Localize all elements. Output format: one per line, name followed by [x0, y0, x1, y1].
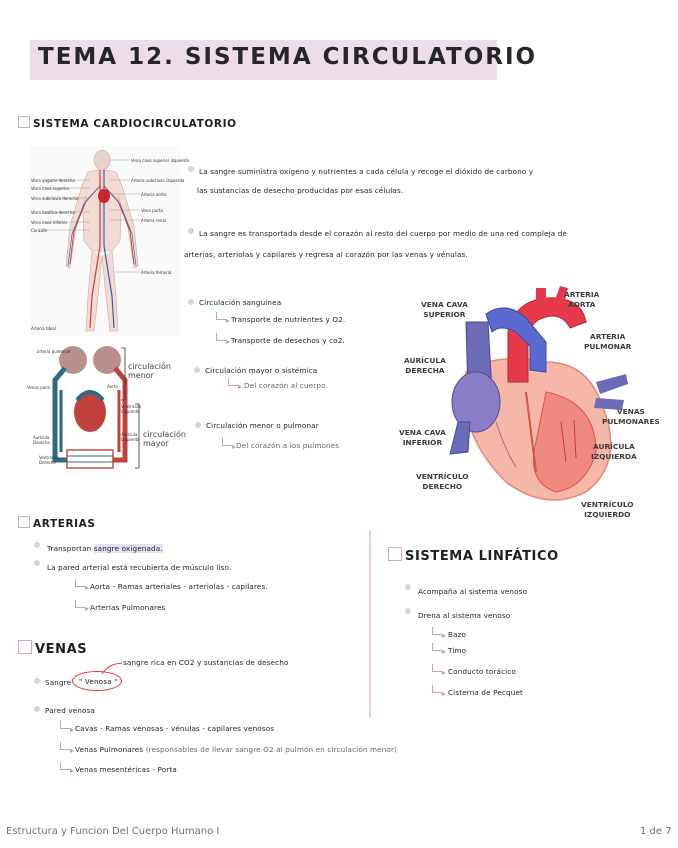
circ-menor-sub: Del corazón a los pulmones — [236, 441, 340, 450]
arrow-icon — [216, 333, 227, 341]
body-label: Vena subclavia derecha — [31, 196, 79, 201]
arrow-icon — [228, 378, 239, 386]
body-label: Corazón — [31, 228, 48, 233]
loop-label: Ventrículo Izquierdo — [121, 404, 142, 414]
loop-label: Venas pulm. — [27, 385, 52, 390]
circ-mayor: Circulación mayor o sistémica — [205, 366, 318, 375]
linfatico-item: Timo — [448, 646, 467, 655]
heart-label-auricula-izquierda: AURÍCULA IZQUIERDA — [591, 442, 637, 461]
linfatico-b1: Acompaña al sistema venoso — [418, 587, 528, 596]
heart-label-ventriculo-derecho: VENTRÍCULO DERECHO — [416, 472, 469, 491]
arterias-s1: Aorta - Ramas arteriales - arteriolas - capilares. — [90, 582, 268, 591]
section-label: SISTEMA CARDIOCIRCULATORIO — [33, 118, 237, 130]
section-header-arterias — [18, 516, 96, 530]
text-note: (responsables de llevar sangre O2 al pulmón en circulación menor) — [145, 745, 398, 754]
bullet-dot — [34, 678, 40, 684]
arrow-icon — [432, 643, 443, 651]
body-label: Arteria aorta — [141, 192, 167, 197]
body-label: Arteria subclavia izquierda — [131, 178, 185, 183]
venas-s2 — [75, 745, 397, 754]
circ-sub2: Transporte de desechos y co2. — [231, 336, 345, 345]
venas-b2: Pared venosa — [45, 706, 96, 715]
linfatico-item: Bazo — [448, 630, 467, 639]
intro-p1-line1: La sangre suministra oxígeno y nutrientes a cada célula y recoge el dióxido de carbono y — [199, 167, 534, 176]
circ-sub1: Transporte de nutrientes y O2. — [231, 315, 346, 324]
heart-diagram — [396, 282, 658, 520]
heart-label-auricula-derecha: AURÍCULA DERECHA — [404, 356, 446, 375]
venas-b1-circled: " Venosa " — [79, 677, 118, 686]
footer-page-number: 1 de 7 — [640, 826, 672, 837]
checkbox-icon — [18, 516, 30, 528]
body-label: Vena cava superior izquierda — [131, 158, 190, 163]
section-label: ARTERIAS — [33, 518, 96, 530]
section-label: SISTEMA LINFÁTICO — [405, 549, 559, 564]
body-label: Vena yugular derecha — [31, 178, 75, 183]
bullet-dot — [188, 166, 194, 172]
arterias-b2: La pared arterial está recubierta de músculo liso. — [47, 563, 232, 572]
loop-label: arteria pulmonar — [37, 349, 71, 354]
section-header-venas — [18, 640, 87, 657]
text: Sangre — [45, 678, 72, 687]
checkbox-icon — [18, 640, 32, 654]
circ-menor: Circulación menor o pulmonar — [206, 421, 319, 430]
highlight-text: sangre oxigenada. — [93, 544, 163, 553]
heart-label-arteria-aorta: ARTERIA AORTA — [564, 290, 600, 309]
section-header-linfatico — [388, 547, 559, 564]
body-figure-icon — [30, 146, 180, 336]
body-label: Vena porta — [141, 208, 163, 213]
venas-note: sangre rica en CO2 y sustancias de desecho — [123, 658, 289, 667]
footer-document-title: Estructura y Funcion Del Cuerpo Humano I — [6, 826, 220, 837]
arrow-icon — [75, 600, 86, 608]
section-header-cardio — [18, 116, 237, 130]
circulation-loop-diagram — [25, 340, 185, 480]
body-label: Arteria femoral — [141, 270, 172, 275]
bullet-dot — [195, 422, 201, 428]
bullet-dot — [188, 299, 194, 305]
bullet-dot — [405, 608, 411, 614]
heart-label-arteria-pulmonar: ARTERIA PULMONAR — [584, 332, 632, 351]
venas-s1: Cavas - Ramas venosas - vénulas - capilares venosos — [75, 724, 275, 733]
loop-label: Aurícula Derecha — [33, 435, 50, 445]
linfatico-item: Cisterna de Pecquet — [448, 688, 524, 697]
column-divider — [369, 530, 371, 718]
arrow-icon — [432, 627, 443, 635]
heart-label-vena-cava-inferior: VENA CAVA INFERIOR — [399, 428, 446, 447]
body-label: Vena cava superior — [31, 186, 70, 191]
body-label: Vena cava inferior — [31, 220, 68, 225]
intro-p2-line2: arterias, arteriolas y capilares y regresa al corazón por las venas y vénulas. — [184, 250, 468, 259]
body-circulation-diagram — [30, 146, 190, 336]
bullet-dot — [188, 228, 194, 234]
intro-p1-line2: las sustancias de desecho producidas por esas células. — [197, 186, 404, 195]
circ-mayor-sub: Del corazón al cuerpo. — [244, 381, 328, 390]
linfatico-b2: Drena al sistema venoso — [418, 611, 511, 620]
bullet-dot — [405, 584, 411, 590]
body-label: Vena basílica derecha — [31, 210, 75, 215]
loop-label: Aurícula Izquierda — [121, 432, 140, 442]
text: Venas Pulmonares — [75, 745, 144, 754]
bullet-dot — [194, 367, 200, 373]
arrow-icon — [60, 721, 71, 729]
heart-label-venas-pulmonares: VENAS PULMONARES — [602, 407, 660, 426]
arterias-b1 — [47, 544, 163, 553]
loop-label: Ventrículo Derecho — [39, 455, 60, 465]
arrow-icon — [432, 685, 443, 693]
arrow-icon — [60, 762, 71, 770]
checkbox-icon — [388, 547, 402, 561]
bullet-dot — [34, 560, 40, 566]
arrow-icon — [222, 438, 233, 446]
page-title: TEMA 12. SISTEMA CIRCULATORIO — [38, 44, 538, 70]
arrow-icon — [432, 664, 443, 672]
heart-label-vena-cava-superior: VENA CAVA SUPERIOR — [421, 300, 468, 319]
intro-p2-line1: La sangre es transportada desde el corazón al resto del cuerpo por medio de una red compleja de — [199, 229, 567, 238]
body-label: Arteria tibial — [31, 326, 56, 331]
arrow-icon — [75, 579, 86, 587]
loop-label: Aorta — [107, 384, 118, 389]
bullet-dot — [34, 706, 40, 712]
arrow-icon — [216, 312, 227, 320]
linfatico-item: Conducto torácico — [448, 667, 516, 676]
venas-b1 — [45, 678, 71, 687]
loop-label-mayor: circulación mayor — [143, 430, 186, 448]
venas-s3: Venas mesentéricas - Porta — [75, 765, 177, 774]
body-label: Arteria renal — [141, 218, 167, 223]
section-label: VENAS — [35, 642, 88, 657]
heart-label-ventriculo-izquierdo: VENTRÍCULO IZQUIERDO — [581, 500, 634, 519]
arrow-icon — [60, 742, 71, 750]
bullet-dot — [34, 542, 40, 548]
text: Transportan — [47, 544, 92, 553]
checkbox-icon — [18, 116, 30, 128]
arterias-s2: Arterias Pulmonares — [90, 603, 166, 612]
circ-sanguinea: Circulación sanguínea — [199, 298, 282, 307]
loop-label-menor: circulación menor — [128, 362, 171, 380]
